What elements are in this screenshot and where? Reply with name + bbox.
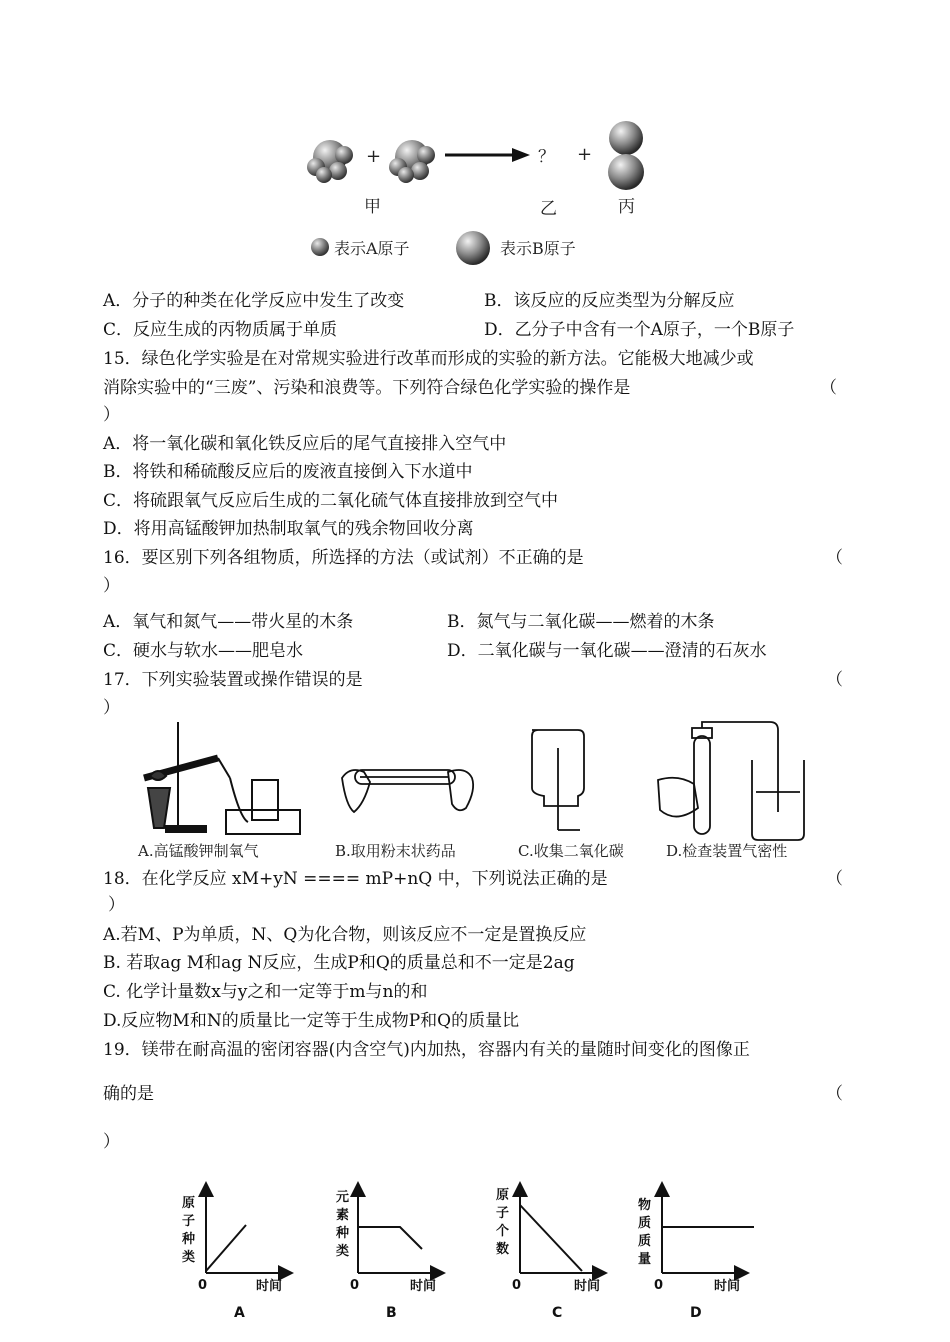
graph-c-ylabel-4: 数 bbox=[496, 1242, 510, 1257]
q14-option-a: A．分子的种类在化学反应中发生了改变 bbox=[103, 291, 405, 311]
q17-paren-close: ） bbox=[103, 698, 120, 718]
q15-stem-line2: 消除实验中的“三废”、污染和浪费等。下列符合绿色化学实验的操作是 bbox=[103, 378, 631, 398]
graph-b-ylabel-2: 素 bbox=[336, 1208, 350, 1223]
graph-d-ylabel-1: 物 bbox=[638, 1198, 652, 1213]
q16-paren-open: （ bbox=[826, 548, 843, 568]
reaction-arrow bbox=[445, 148, 530, 162]
graph-d-ylabel-4: 量 bbox=[638, 1252, 652, 1267]
graph-c-origin: 0 bbox=[512, 1278, 522, 1293]
q15-option-c: C．将硫跟氧气反应后生成的二氧化硫气体直接排放到空气中 bbox=[103, 491, 559, 511]
q18-paren-open: （ bbox=[826, 869, 843, 889]
graph-b-xlabel: 时间 bbox=[410, 1279, 437, 1294]
graph-d-xlabel: 时间 bbox=[714, 1279, 741, 1294]
q19-stem-line2: 确的是 bbox=[103, 1084, 154, 1104]
q15-option-a: A．将一氧化碳和氧化铁反应后的尾气直接排入空气中 bbox=[103, 434, 507, 454]
q19-paren-close: ） bbox=[103, 1132, 120, 1152]
caption-d: D.检查装置气密性 bbox=[666, 842, 788, 860]
graph-c-ylabel-2: 子 bbox=[496, 1206, 510, 1221]
q16-option-d: D．二氧化碳与一氧化碳——澄清的石灰水 bbox=[447, 641, 767, 661]
molecule-bing bbox=[608, 121, 644, 190]
graph-a-ylabel-4: 类 bbox=[182, 1250, 196, 1265]
q16-stem: 16．要区别下列各组物质，所选择的方法（或试剂）不正确的是 bbox=[103, 548, 584, 568]
graph-d-ylabel-3: 质 bbox=[638, 1234, 652, 1249]
q19-graphs bbox=[170, 1175, 770, 1325]
q16-option-b: B．氮气与二氧化碳——燃着的木条 bbox=[447, 612, 715, 632]
q17-stem: 17．下列实验装置或操作错误的是 bbox=[103, 670, 363, 690]
caption-b: B.取用粉末状药品 bbox=[335, 842, 456, 860]
plus-sign: + bbox=[366, 146, 382, 167]
apparatus-b-powder-icon bbox=[342, 770, 473, 812]
graph-c-letter: C bbox=[552, 1305, 563, 1321]
graph-b bbox=[335, 1185, 442, 1321]
q15-stem-line1: 15．绿色化学实验是在对常规实验进行改革而形成的实验的新方法。它能极大地减少或 bbox=[103, 349, 754, 369]
label-bing: 丙 bbox=[618, 197, 635, 217]
graph-b-letter: B bbox=[386, 1305, 397, 1321]
q15-option-d: D．将用高锰酸钾加热制取氧气的残余物回收分离 bbox=[103, 519, 474, 539]
graph-b-ylabel-4: 类 bbox=[336, 1244, 350, 1259]
graph-a bbox=[181, 1185, 290, 1321]
q16-option-a: A．氧气和氮气——带火星的木条 bbox=[103, 612, 354, 632]
molecule-jia-2 bbox=[389, 140, 435, 183]
graph-b-curve bbox=[358, 1227, 422, 1249]
q15-paren-open: （ bbox=[820, 378, 837, 398]
graph-b-origin: 0 bbox=[350, 1278, 360, 1293]
q16-paren-close: ） bbox=[103, 576, 120, 596]
q18-option-c: C. 化学计量数x与y之和一定等于m与n的和 bbox=[103, 982, 428, 1002]
graph-a-ylabel-1: 原 bbox=[182, 1196, 196, 1211]
graph-a-xlabel: 时间 bbox=[256, 1279, 283, 1294]
q18-option-a: A.若M、P为单质，N、Q为化合物，则该反应不一定是置换反应 bbox=[103, 925, 587, 945]
q18-stem: 18．在化学反应 xM+yN ==== mP+nQ 中，下列说法正确的是 bbox=[103, 869, 608, 889]
graph-a-origin: 0 bbox=[198, 1278, 208, 1293]
molecule-jia bbox=[307, 140, 353, 183]
apparatus-d-airtight-icon bbox=[658, 722, 804, 840]
legend-b-text: 表示B原子 bbox=[500, 239, 576, 258]
q19-stem-line1: 19．镁带在耐高温的密闭容器(内含空气)内加热，容器内有关的量随时间变化的图像正 bbox=[103, 1040, 750, 1060]
q18-option-b: B. 若取ag M和ag N反应，生成P和Q的质量总和不一定是2ag bbox=[103, 953, 575, 973]
graph-a-ylabel-3: 种 bbox=[182, 1232, 196, 1247]
legend-atom-b-icon bbox=[456, 231, 490, 265]
graph-c-xlabel: 时间 bbox=[574, 1279, 601, 1294]
reaction-diagram bbox=[290, 115, 670, 275]
graph-d-origin: 0 bbox=[654, 1278, 664, 1293]
graph-c-ylabel-3: 个 bbox=[496, 1224, 510, 1239]
graph-c-curve bbox=[520, 1205, 582, 1271]
q14-option-d: D．乙分子中含有一个A原子，一个B原子 bbox=[484, 320, 795, 340]
graph-a-letter: A bbox=[234, 1305, 245, 1321]
q17-apparatus-figure bbox=[130, 718, 830, 863]
apparatus-a-heating-icon bbox=[144, 722, 300, 834]
graph-c bbox=[496, 1185, 604, 1321]
q14-option-b: B．该反应的反应类型为分解反应 bbox=[484, 291, 735, 311]
graph-d-ylabel-2: 质 bbox=[638, 1216, 652, 1231]
caption-c: C.收集二氧化碳 bbox=[518, 842, 624, 860]
q19-paren-open: （ bbox=[826, 1084, 843, 1104]
graph-a-ylabel-2: 子 bbox=[182, 1214, 196, 1229]
caption-a: A.高锰酸钾制氧气 bbox=[138, 842, 259, 860]
q18-paren-close: ） bbox=[108, 895, 125, 915]
q18-option-d: D.反应物M和N的质量比一定等于生成物P和Q的质量比 bbox=[103, 1011, 520, 1031]
q16-option-c: C．硬水与软水——肥皂水 bbox=[103, 641, 304, 661]
unknown-product: ？ bbox=[538, 147, 555, 167]
graph-a-curve bbox=[206, 1225, 246, 1271]
legend-atom-a-icon bbox=[311, 238, 329, 256]
plus-sign-2: + bbox=[577, 144, 593, 165]
label-yi: 乙 bbox=[540, 199, 557, 219]
apparatus-c-collect-icon bbox=[532, 730, 584, 830]
q17-paren-open: （ bbox=[826, 670, 843, 690]
q15-paren-close: ） bbox=[103, 405, 120, 425]
q15-option-b: B．将铁和稀硫酸反应后的废液直接倒入下水道中 bbox=[103, 462, 473, 482]
graph-b-ylabel-1: 元 bbox=[336, 1190, 350, 1205]
legend-a-text: 表示A原子 bbox=[334, 239, 410, 258]
graph-d bbox=[638, 1185, 754, 1321]
graph-d-letter: D bbox=[690, 1305, 702, 1321]
graph-b-ylabel-3: 种 bbox=[336, 1226, 350, 1241]
graph-c-ylabel-1: 原 bbox=[496, 1188, 510, 1203]
label-jia: 甲 bbox=[364, 197, 381, 217]
q14-option-c: C．反应生成的丙物质属于单质 bbox=[103, 320, 338, 340]
